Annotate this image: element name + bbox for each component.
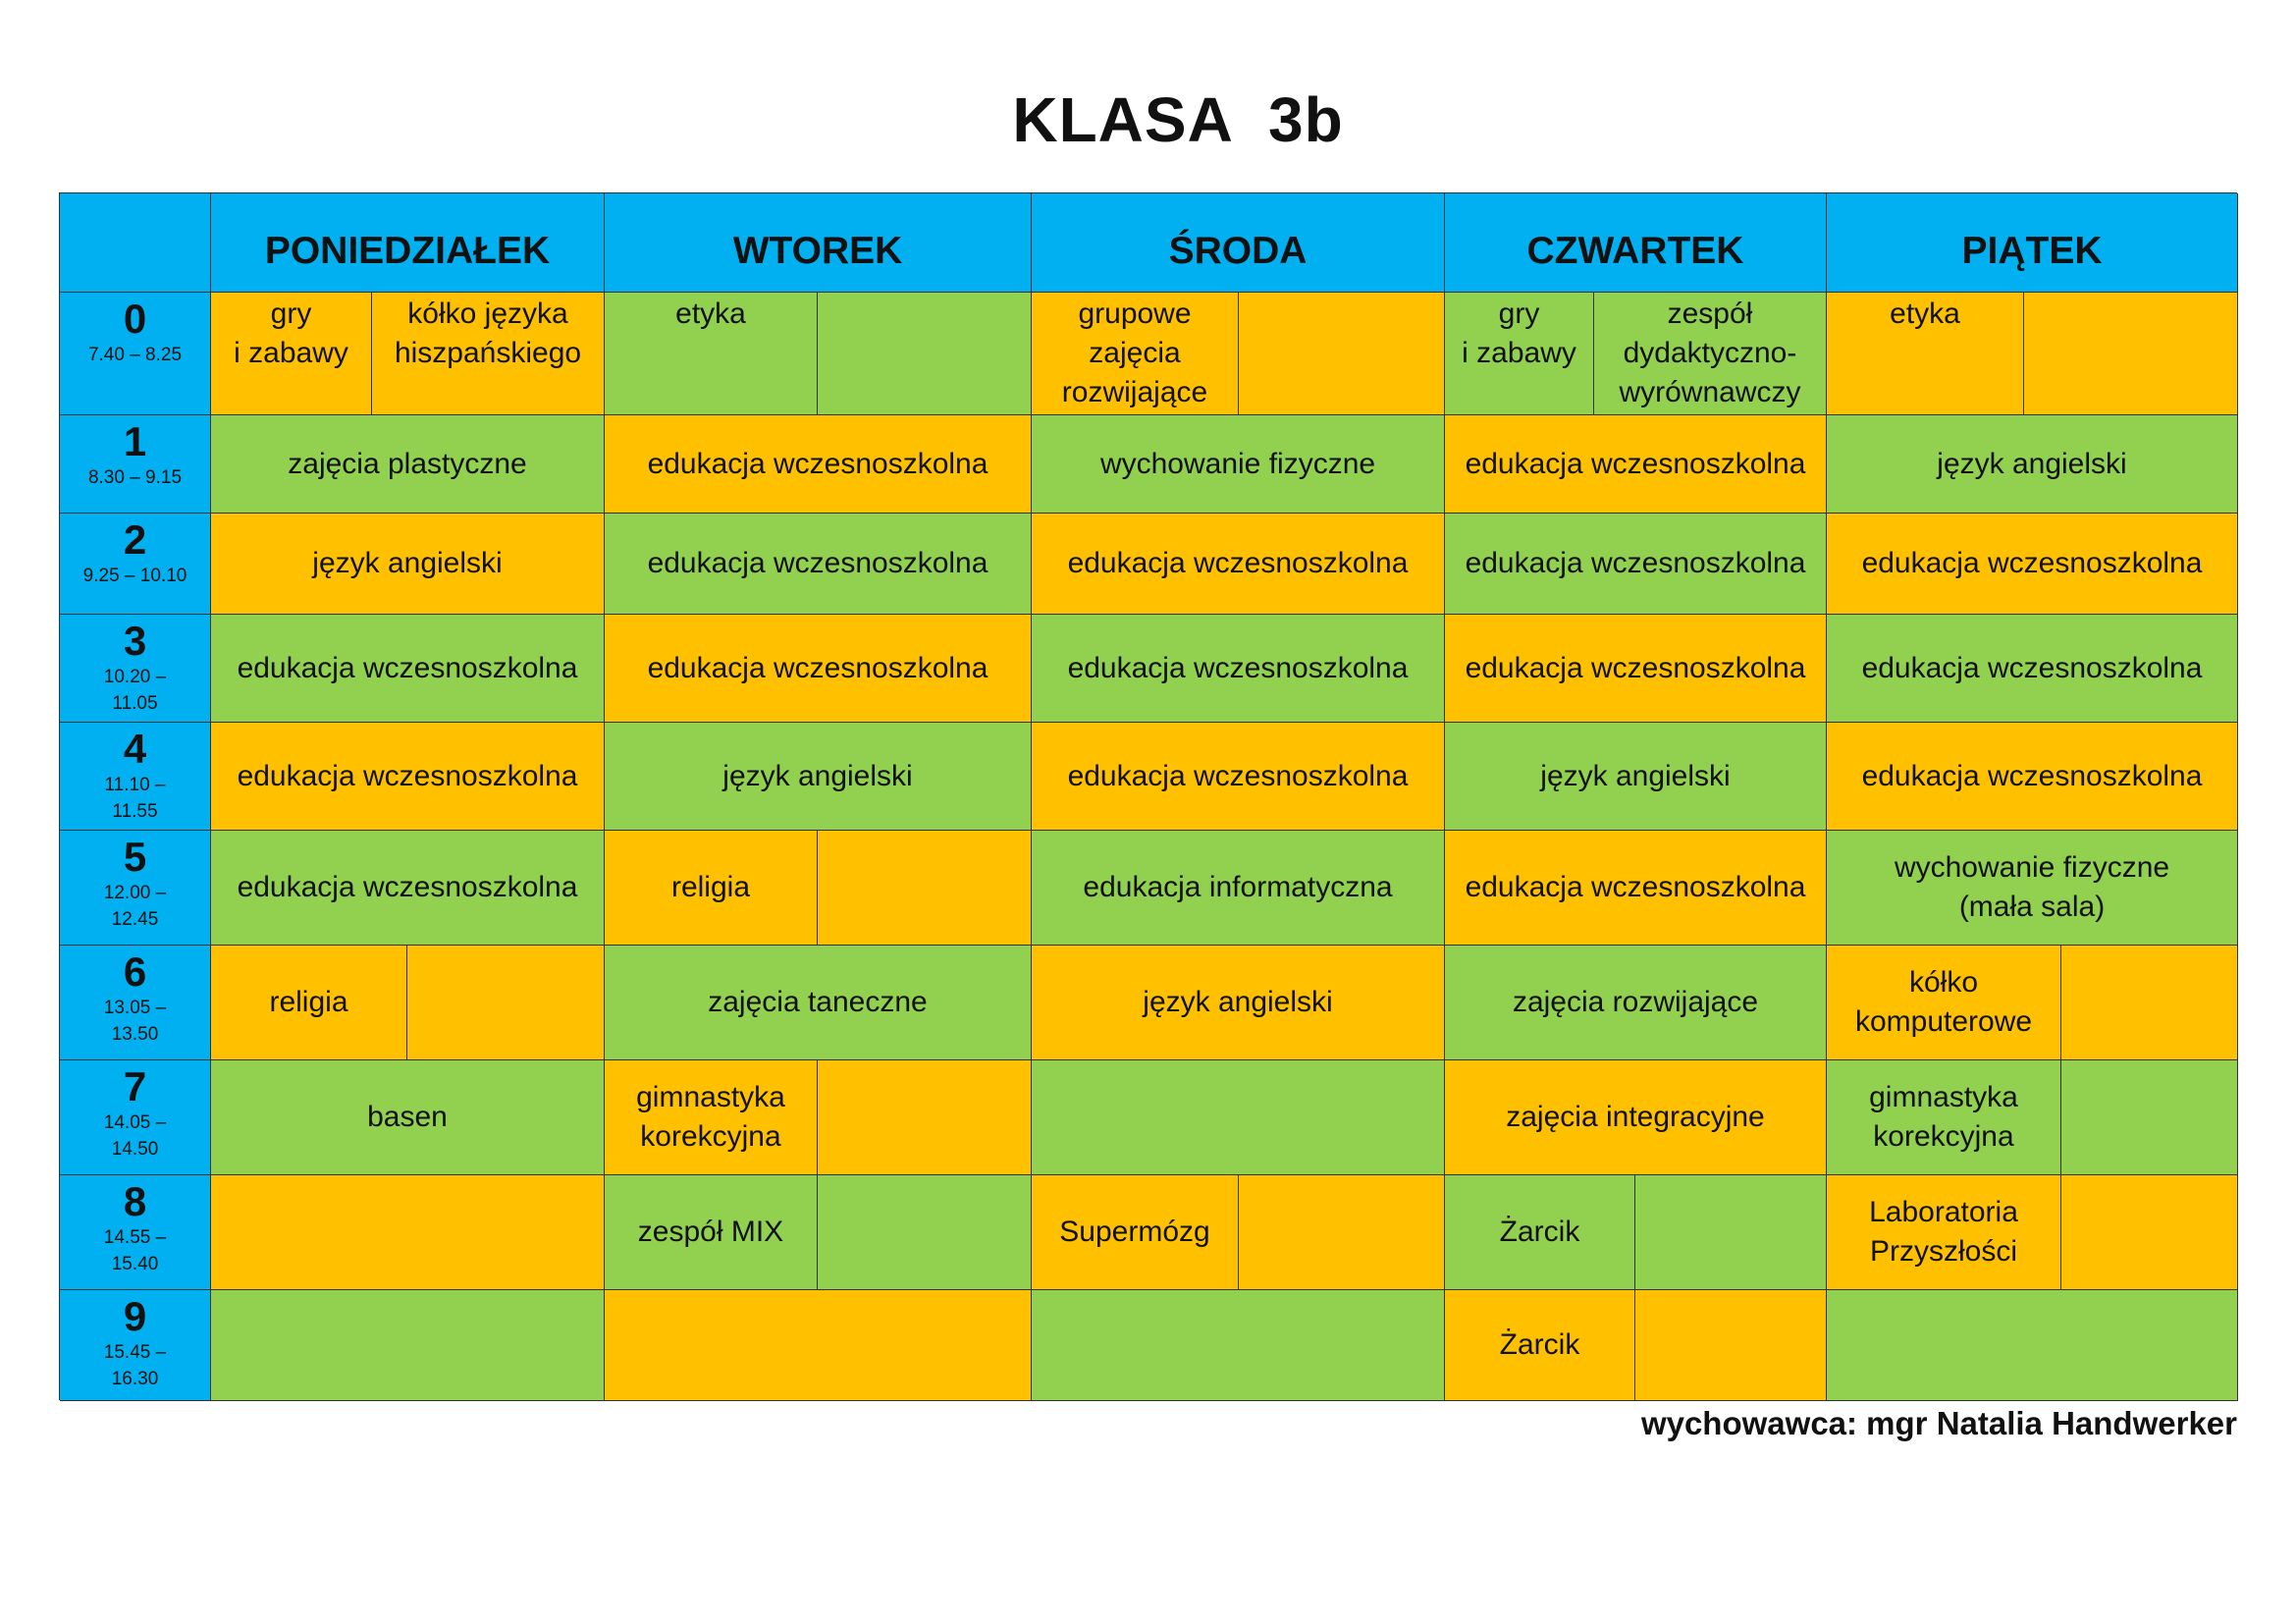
empty-slot <box>2023 293 2237 414</box>
lesson-number-cell <box>60 831 211 946</box>
day-cell <box>605 415 1032 514</box>
lesson-number-cell <box>60 946 211 1060</box>
subject-label: język angielski <box>1540 759 1731 792</box>
empty-slot <box>1238 1175 1444 1289</box>
subject-label: język angielski <box>1937 447 2127 480</box>
lesson-time: 12.00 – 12.45 <box>103 883 167 930</box>
lesson-number-cell <box>60 1060 211 1175</box>
day-cell <box>1445 293 1827 415</box>
subject-label: religia <box>269 986 348 1018</box>
lesson-time: 15.45 – 16.30 <box>103 1342 167 1389</box>
lesson-number: 7 <box>123 1063 147 1110</box>
lesson-time: 7.40 – 8.25 <box>87 345 183 365</box>
day-cell <box>211 615 605 723</box>
empty-slot <box>817 1175 1031 1289</box>
subject-label: edukacja wczesnoszkolna <box>1465 547 1806 579</box>
subject-label: zajęcia taneczne <box>708 986 928 1018</box>
subject-label: basen <box>367 1101 448 1133</box>
day-cell <box>211 514 605 615</box>
day-cell <box>1032 1060 1445 1175</box>
lesson-number-cell <box>60 1290 211 1401</box>
empty-slot <box>817 831 1031 945</box>
day-cell <box>1827 615 2238 723</box>
empty-slot <box>1032 1290 1444 1400</box>
day-cell <box>1032 415 1445 514</box>
day-cell <box>211 946 605 1060</box>
subject-label: edukacja wczesnoszkolna <box>1861 759 2203 792</box>
day-cell <box>1827 293 2238 415</box>
empty-slot <box>1634 1290 1826 1400</box>
day-cell <box>1445 415 1827 514</box>
lesson-time: 10.20 – 11.05 <box>103 667 167 714</box>
day-cell <box>605 293 1032 415</box>
subject-label: gry i zabawy <box>1462 298 1576 369</box>
lesson-time: 14.05 – 14.50 <box>103 1112 167 1160</box>
day-header: WTOREK <box>605 193 1032 293</box>
subject-label: edukacja wczesnoszkolna <box>1465 447 1806 480</box>
subject-label: zajęcia plastyczne <box>288 447 527 480</box>
day-cell <box>1827 831 2238 946</box>
lesson-number-cell <box>60 723 211 831</box>
day-cell <box>605 1175 1032 1290</box>
subject-label: edukacja wczesnoszkolna <box>647 447 988 480</box>
subject-label: zajęcia integracyjne <box>1506 1101 1765 1133</box>
lesson-number: 9 <box>123 1293 147 1339</box>
empty-slot <box>1032 1060 1444 1174</box>
day-cell <box>605 946 1032 1060</box>
day-cell <box>1445 1175 1827 1290</box>
subject-label: edukacja wczesnoszkolna <box>647 651 988 684</box>
empty-slot <box>1827 1290 2237 1400</box>
empty-slot <box>1634 1175 1826 1289</box>
lesson-time: 8.30 – 9.15 <box>87 467 183 488</box>
subject-label: wychowanie fizyczne <box>1099 447 1376 480</box>
subject-label: edukacja wczesnoszkolna <box>1861 651 2203 684</box>
subject-label: edukacja wczesnoszkolna <box>237 871 578 903</box>
subject-label: zajęcia rozwijające <box>1512 986 1759 1018</box>
day-cell <box>211 723 605 831</box>
header-corner <box>60 193 211 293</box>
lesson-time: 9.25 – 10.10 <box>82 566 187 586</box>
lesson-number: 2 <box>123 516 147 563</box>
day-cell <box>1032 514 1445 615</box>
lesson-number-cell <box>60 1175 211 1290</box>
day-cell <box>211 415 605 514</box>
day-header: ŚRODA <box>1032 193 1445 293</box>
subject-label: gry i zabawy <box>234 298 348 369</box>
day-cell <box>1445 723 1827 831</box>
subject-label: Żarcik <box>1499 1216 1580 1248</box>
day-cell <box>211 293 605 415</box>
lesson-number: 8 <box>123 1178 147 1224</box>
lesson-time: 13.05 – 13.50 <box>103 998 167 1045</box>
day-cell <box>605 514 1032 615</box>
subject-label: język angielski <box>722 759 913 792</box>
subject-label: edukacja wczesnoszkolna <box>237 651 578 684</box>
lesson-time: 14.55 – 15.40 <box>103 1227 167 1274</box>
subject-label: edukacja wczesnoszkolna <box>1067 547 1409 579</box>
day-cell <box>211 1290 605 1401</box>
day-cell <box>1827 723 2238 831</box>
lesson-number-cell <box>60 615 211 723</box>
day-cell <box>1032 1175 1445 1290</box>
subject-label: język angielski <box>312 547 503 579</box>
empty-slot <box>817 1060 1031 1174</box>
subject-label: język angielski <box>1143 986 1333 1018</box>
day-cell <box>1445 514 1827 615</box>
day-cell <box>1032 1290 1445 1401</box>
subject-label: zespół dydaktyczno- wyrównawczy <box>1593 293 1826 414</box>
subject-label: edukacja informatyczna <box>1083 871 1393 903</box>
empty-slot <box>2060 1060 2237 1174</box>
day-cell <box>1827 1175 2238 1290</box>
subject-label: edukacja wczesnoszkolna <box>1067 651 1409 684</box>
subject-label: edukacja wczesnoszkolna <box>1067 759 1409 792</box>
subject-label: grupowe zajęcia rozwijające <box>1061 298 1208 408</box>
day-cell <box>1827 1290 2238 1401</box>
page-title: KLASA 3b <box>1012 84 1344 155</box>
day-cell <box>211 831 605 946</box>
subject-label: edukacja wczesnoszkolna <box>1861 547 2203 579</box>
lesson-number: 1 <box>123 418 147 464</box>
day-cell <box>211 1175 605 1290</box>
lesson-time: 11.10 – 11.55 <box>104 775 166 822</box>
day-cell <box>1827 1060 2238 1175</box>
lesson-number: 4 <box>123 726 147 772</box>
day-cell <box>1445 1060 1827 1175</box>
lesson-number-cell <box>60 293 211 415</box>
day-cell <box>1032 293 1445 415</box>
day-header: CZWARTEK <box>1445 193 1827 293</box>
empty-slot <box>406 946 604 1059</box>
lesson-number-cell <box>60 415 211 514</box>
day-cell <box>1445 946 1827 1060</box>
lesson-number: 0 <box>123 296 147 342</box>
day-cell <box>1032 615 1445 723</box>
subject-label: religia <box>670 871 751 903</box>
day-header: PIĄTEK <box>1827 193 2238 293</box>
day-cell <box>1827 415 2238 514</box>
day-cell <box>1032 946 1445 1060</box>
subject-label: etyka <box>1890 298 1960 330</box>
day-cell <box>605 1060 1032 1175</box>
subject-label: edukacja wczesnoszkolna <box>647 547 988 579</box>
lesson-number: 3 <box>123 618 147 664</box>
day-cell <box>1445 831 1827 946</box>
day-cell <box>1032 723 1445 831</box>
day-cell <box>605 1290 1032 1401</box>
day-cell <box>1032 831 1445 946</box>
day-cell <box>1445 1290 1827 1401</box>
empty-slot <box>211 1290 604 1400</box>
class-teacher: wychowawca: mgr Natalia Handwerker <box>1640 1405 2237 1441</box>
lesson-number: 5 <box>123 834 147 880</box>
day-cell <box>605 723 1032 831</box>
subject-label: gimnastyka korekcyjna <box>1869 1081 2018 1153</box>
day-cell <box>1445 615 1827 723</box>
subject-label: etyka <box>675 298 746 330</box>
subject-label: kółko komputerowe <box>1854 966 2033 1038</box>
empty-slot <box>817 293 1031 414</box>
subject-label: edukacja wczesnoszkolna <box>1465 651 1806 684</box>
subject-label: wychowanie fizyczne (mała sala) <box>1894 851 2170 923</box>
subject-label: gimnastyka korekcyjna <box>636 1081 785 1153</box>
lesson-number: 6 <box>123 948 147 995</box>
subject-label: edukacja wczesnoszkolna <box>237 759 578 792</box>
subject-label: Supermózg <box>1059 1216 1210 1248</box>
day-cell <box>211 1060 605 1175</box>
empty-slot <box>1238 293 1444 414</box>
subject-label: kółko języka hiszpańskiego <box>371 293 604 414</box>
empty-slot <box>2060 1175 2237 1289</box>
day-header: PONIEDZIAŁEK <box>211 193 605 293</box>
timetable <box>59 192 2237 1400</box>
day-cell <box>605 831 1032 946</box>
day-cell <box>605 615 1032 723</box>
subject-label: Żarcik <box>1499 1328 1580 1361</box>
day-cell <box>1827 946 2238 1060</box>
empty-slot <box>605 1290 1031 1400</box>
subject-label: zespół MIX <box>637 1216 784 1248</box>
lesson-number-cell <box>60 514 211 615</box>
empty-slot <box>211 1175 604 1289</box>
empty-slot <box>2060 946 2237 1059</box>
subject-label: edukacja wczesnoszkolna <box>1465 871 1806 903</box>
subject-label: Laboratoria Przyszłości <box>1869 1196 2018 1268</box>
day-cell <box>1827 514 2238 615</box>
